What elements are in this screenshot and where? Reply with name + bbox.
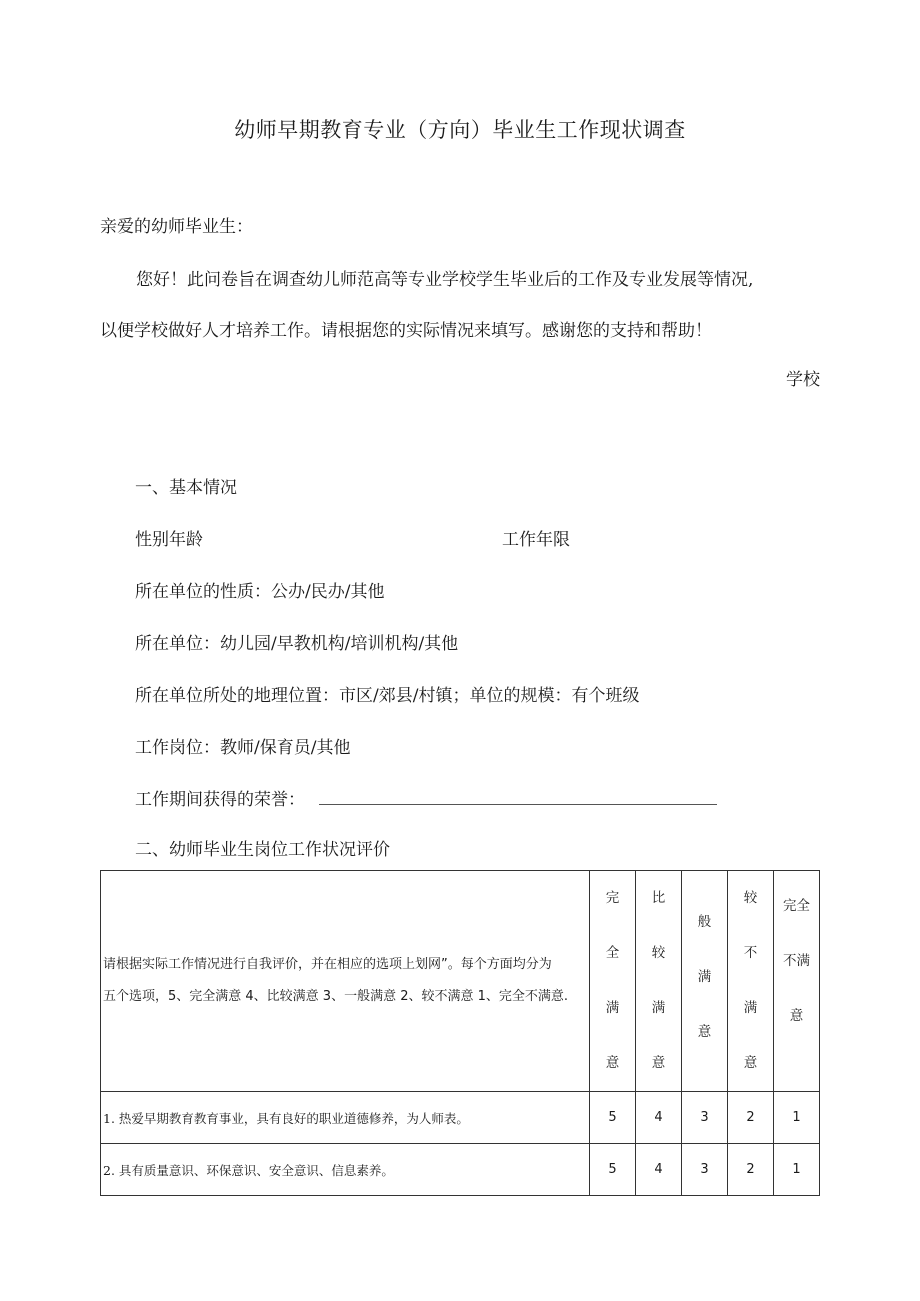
table-header-row bbox=[101, 871, 820, 1092]
score-option[interactable]: 1 bbox=[774, 1092, 820, 1144]
table-row bbox=[101, 1092, 820, 1144]
score-option[interactable]: 3 bbox=[682, 1144, 728, 1196]
instruction-line-2: 五个选项，5、完全满意 4、比较满意 3、一般满意 2、较不满意 1、完全不满意. bbox=[103, 989, 569, 1004]
unit-type-field: 所在单位：幼儿园/早教机构/培训机构/其他 bbox=[135, 634, 459, 654]
signature: 学校 bbox=[786, 370, 820, 390]
table-row bbox=[101, 1144, 820, 1196]
column-header-4: 比 较 满 意 bbox=[636, 871, 682, 1092]
evaluation-table bbox=[100, 870, 820, 1196]
score-option[interactable]: 4 bbox=[636, 1092, 682, 1144]
greeting: 亲爱的幼师毕业生： bbox=[100, 217, 253, 237]
item-text: 1. 热爱早期教育教育事业，具有良好的职业道德修养，为人师表。 bbox=[101, 1092, 590, 1144]
score-option[interactable]: 3 bbox=[682, 1092, 728, 1144]
honors-label: 工作期间获得的荣誉： bbox=[135, 790, 305, 810]
honors-blank-line[interactable] bbox=[319, 790, 717, 805]
item-text: 2. 具有质量意识、环保意识、安全意识、信息素养。 bbox=[101, 1144, 590, 1196]
score-option[interactable]: 2 bbox=[728, 1092, 774, 1144]
section1-heading: 一、基本情况 bbox=[135, 478, 237, 498]
location-field: 所在单位所处的地理位置：市区/郊县/村镇；单位的规模：有个班级 bbox=[135, 686, 640, 706]
score-option[interactable]: 2 bbox=[728, 1144, 774, 1196]
column-header-1: 完全 不满 意 bbox=[774, 871, 820, 1092]
instruction-line-1: 请根据实际工作情况进行自我评价，并在相应的选项上划网”。每个方面均分为 bbox=[103, 957, 552, 972]
section2-heading: 二、幼师毕业生岗位工作状况评价 bbox=[135, 840, 390, 860]
page-title: 幼师早期教育专业（方向）毕业生工作现状调查 bbox=[234, 118, 686, 142]
position-field: 工作岗位：教师/保育员/其他 bbox=[135, 738, 351, 758]
score-option[interactable]: 5 bbox=[590, 1092, 636, 1144]
work-years-label: 工作年限 bbox=[502, 530, 570, 550]
score-option[interactable]: 5 bbox=[590, 1144, 636, 1196]
gender-age-label: 性别年龄 bbox=[135, 530, 203, 550]
honors-row bbox=[135, 785, 717, 810]
column-header-3: 般 满 意 bbox=[682, 871, 728, 1092]
intro-line-2: 以便学校做好人才培养工作。请根据您的实际情况来填写。感谢您的支持和帮助！ bbox=[100, 321, 712, 341]
intro-line-1: 您好！此问卷旨在调查幼儿师范高等专业学校学生毕业后的工作及专业发展等情况, bbox=[136, 270, 754, 290]
column-header-2: 较 不 满 意 bbox=[728, 871, 774, 1092]
score-option[interactable]: 1 bbox=[774, 1144, 820, 1196]
unit-nature-field: 所在单位的性质：公办/民办/其他 bbox=[135, 582, 385, 602]
score-option[interactable]: 4 bbox=[636, 1144, 682, 1196]
column-header-5: 完 全 满 意 bbox=[590, 871, 636, 1092]
instruction-cell bbox=[101, 871, 590, 1092]
